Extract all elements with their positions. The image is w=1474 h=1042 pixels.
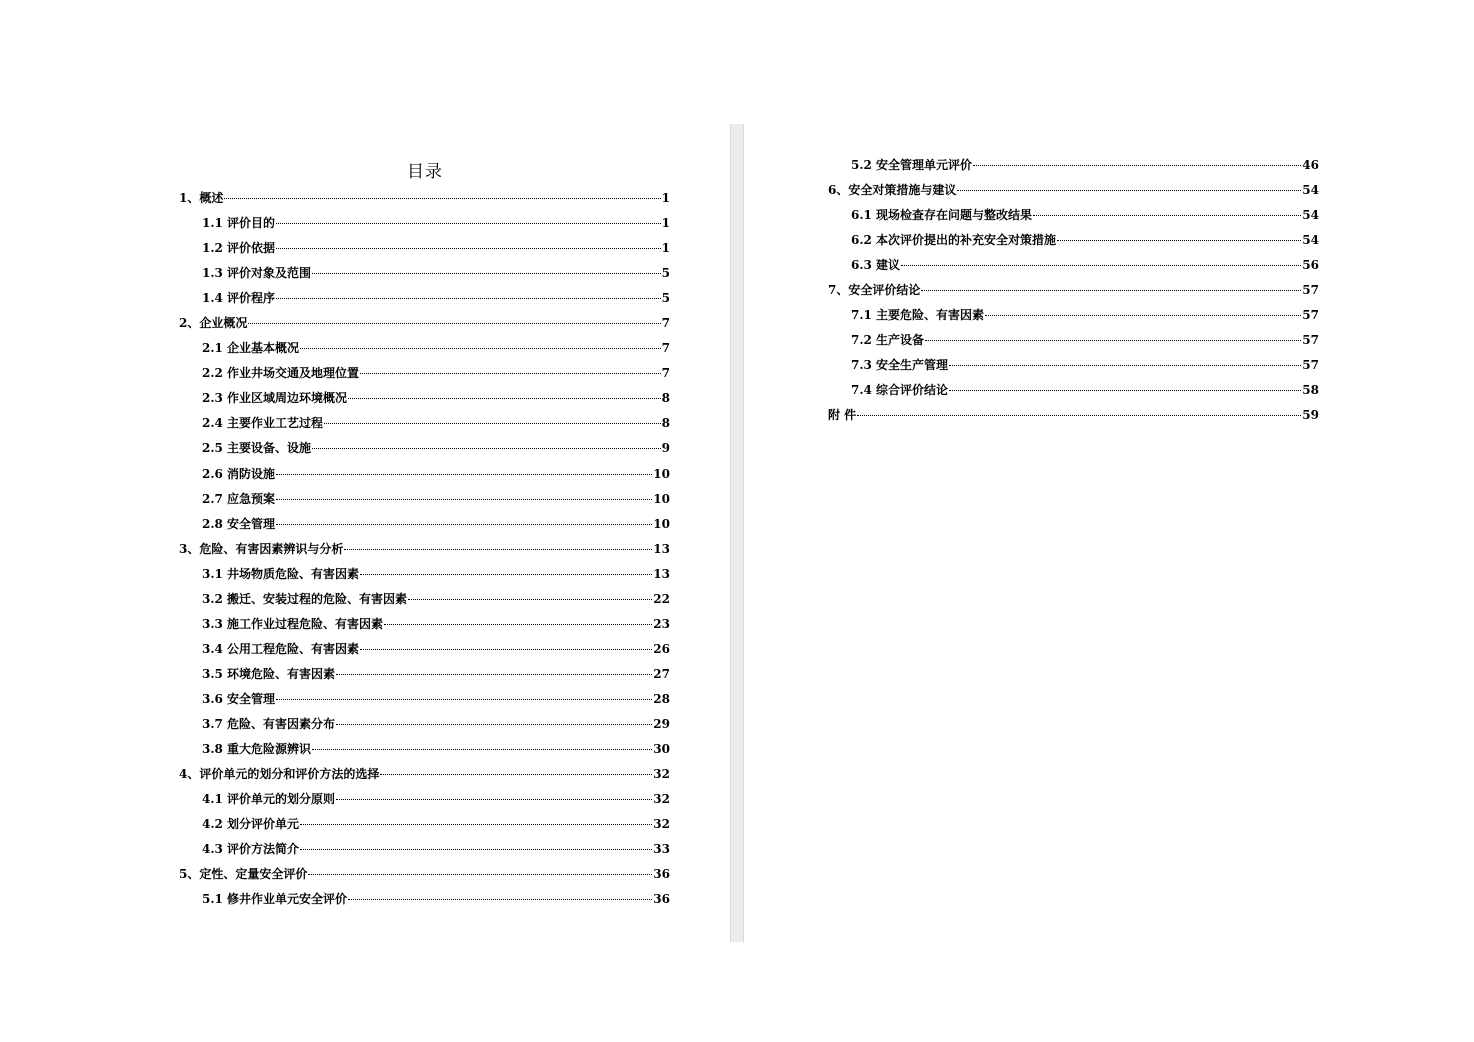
toc-entry-label: 7.2 生产设备	[851, 333, 925, 348]
page-gutter	[730, 124, 744, 942]
toc-entry[interactable]	[828, 278, 1319, 303]
toc-entry[interactable]	[179, 537, 670, 562]
toc-entry-label: 7.4 综合评价结论	[851, 383, 949, 398]
toc-dot-leader	[360, 373, 661, 374]
toc-entry[interactable]	[179, 436, 670, 461]
toc-entry-label: 2.7 应急预案	[202, 491, 276, 506]
toc-entry[interactable]	[179, 687, 670, 712]
toc-entry[interactable]	[828, 303, 1319, 328]
toc-dot-leader	[276, 499, 652, 500]
toc-entry-label: 2、企业概况	[179, 316, 248, 331]
toc-entry[interactable]	[179, 637, 670, 662]
toc-entry[interactable]	[828, 178, 1319, 203]
toc-entry[interactable]	[179, 587, 670, 612]
toc-entry[interactable]	[179, 887, 670, 912]
toc-entry[interactable]	[179, 336, 670, 361]
toc-entry-label: 1.4 评价程序	[202, 291, 276, 306]
toc-dot-leader	[224, 198, 660, 199]
toc-page-number: 23	[653, 616, 670, 631]
toc-dot-leader	[276, 223, 661, 224]
toc-list-left	[179, 186, 670, 912]
toc-dot-leader	[300, 348, 661, 349]
toc-dot-leader	[336, 724, 652, 725]
toc-list-right	[828, 153, 1319, 429]
toc-dot-leader	[949, 365, 1301, 366]
toc-page-number: 54	[1302, 233, 1319, 248]
toc-dot-leader	[248, 323, 660, 324]
toc-dot-leader	[344, 549, 652, 550]
toc-page-number: 36	[653, 867, 670, 882]
toc-entry[interactable]	[179, 812, 670, 837]
toc-entry[interactable]	[179, 462, 670, 487]
toc-entry[interactable]	[179, 787, 670, 812]
toc-page-number: 33	[653, 842, 670, 857]
toc-entry-label: 1.2 评价依据	[202, 241, 276, 256]
toc-page-number: 7	[661, 341, 670, 356]
toc-page-number: 57	[1302, 308, 1319, 323]
toc-page-number: 30	[653, 742, 670, 757]
toc-dot-leader	[276, 699, 652, 700]
toc-entry[interactable]	[828, 403, 1319, 428]
toc-entry[interactable]	[179, 261, 670, 286]
toc-dot-leader	[384, 624, 652, 625]
toc-entry[interactable]	[828, 378, 1319, 403]
toc-dot-leader	[312, 448, 661, 449]
toc-entry-label: 1.1 评价目的	[202, 216, 276, 231]
toc-page-number: 22	[653, 591, 670, 606]
toc-page-number: 13	[653, 566, 670, 581]
toc-dot-leader	[901, 265, 1301, 266]
toc-entry[interactable]	[828, 153, 1319, 178]
toc-dot-leader	[921, 290, 1301, 291]
toc-entry[interactable]	[828, 203, 1319, 228]
toc-page-number: 5	[661, 266, 670, 281]
toc-entry[interactable]	[179, 286, 670, 311]
toc-page-number: 10	[653, 516, 670, 531]
toc-entry[interactable]	[179, 211, 670, 236]
toc-page-number: 1	[661, 241, 670, 256]
toc-dot-leader	[925, 340, 1301, 341]
toc-entry-label: 7、安全评价结论	[828, 283, 921, 298]
toc-entry-label: 6.2 本次评价提出的补充安全对策措施	[851, 233, 1057, 248]
toc-entry-label: 3.7 危险、有害因素分布	[202, 716, 336, 731]
toc-dot-leader	[949, 390, 1301, 391]
toc-page-number: 10	[653, 491, 670, 506]
toc-dot-leader	[973, 165, 1301, 166]
toc-page-number: 57	[1302, 333, 1319, 348]
toc-dot-leader	[857, 415, 1301, 416]
toc-entry-label: 6、安全对策措施与建议	[828, 183, 957, 198]
toc-dot-leader	[985, 315, 1301, 316]
toc-dot-leader	[300, 849, 652, 850]
toc-entry[interactable]	[179, 311, 670, 336]
toc-page-number: 58	[1302, 383, 1319, 398]
toc-entry[interactable]	[179, 762, 670, 787]
toc-dot-leader	[312, 273, 661, 274]
toc-entry-label: 4.3 评价方法简介	[202, 842, 300, 857]
toc-dot-leader	[348, 899, 652, 900]
toc-entry[interactable]	[179, 662, 670, 687]
toc-entry[interactable]	[179, 612, 670, 637]
toc-page-number: 26	[653, 641, 670, 656]
toc-dot-leader	[408, 599, 652, 600]
toc-dot-leader	[312, 749, 652, 750]
toc-entry[interactable]	[828, 253, 1319, 278]
document-page-right	[744, 0, 1474, 1042]
toc-title: 目录	[407, 162, 443, 182]
toc-page-number: 7	[661, 316, 670, 331]
toc-entry-label: 4、评价单元的划分和评价方法的选择	[179, 767, 380, 782]
toc-page-number: 56	[1302, 258, 1319, 273]
toc-entry-label: 2.3 作业区域周边环境概况	[202, 391, 348, 406]
toc-page-number: 8	[661, 391, 670, 406]
toc-page-number: 54	[1302, 183, 1319, 198]
toc-entry-label: 5、定性、定量安全评价	[179, 867, 308, 882]
toc-page-number: 1	[661, 216, 670, 231]
toc-entry-label: 1、概述	[179, 191, 224, 205]
toc-page-number: 36	[653, 892, 670, 907]
toc-page-number: 8	[661, 416, 670, 431]
toc-dot-leader	[957, 190, 1301, 191]
toc-entry[interactable]	[828, 228, 1319, 253]
toc-dot-leader	[1057, 240, 1301, 241]
toc-dot-leader	[1033, 215, 1301, 216]
toc-entry[interactable]	[179, 236, 670, 261]
toc-page-number: 27	[653, 666, 670, 681]
toc-entry-label: 3、危险、有害因素辨识与分析	[179, 541, 344, 556]
toc-page-number: 28	[653, 691, 670, 706]
toc-entry-label: 3.8 重大危险源辨识	[202, 742, 312, 757]
toc-entry[interactable]	[179, 562, 670, 587]
toc-page-number: 57	[1302, 283, 1319, 298]
toc-entry[interactable]	[179, 411, 670, 436]
toc-entry[interactable]	[179, 712, 670, 737]
toc-dot-leader	[308, 874, 652, 875]
toc-entry-label: 2.1 企业基本概况	[202, 341, 300, 356]
toc-entry-label: 2.8 安全管理	[202, 516, 276, 531]
toc-entry-label: 6.1 现场检查存在问题与整改结果	[851, 208, 1033, 223]
toc-entry-label: 7.3 安全生产管理	[851, 358, 949, 373]
toc-entry[interactable]	[179, 737, 670, 762]
toc-entry-label: 4.1 评价单元的划分原则	[202, 792, 336, 807]
toc-entry-label: 3.4 公用工程危险、有害因素	[202, 641, 360, 656]
toc-page-number: 32	[653, 767, 670, 782]
toc-page-number: 57	[1302, 358, 1319, 373]
toc-dot-leader	[348, 398, 661, 399]
toc-dot-leader	[324, 423, 661, 424]
toc-entry-label: 5.1 修井作业单元安全评价	[202, 892, 348, 907]
toc-entry-label: 1.3 评价对象及范围	[202, 266, 312, 281]
toc-entry-label: 5.2 安全管理单元评价	[851, 158, 973, 172]
document-page-left	[0, 0, 730, 1042]
toc-page-number: 29	[653, 716, 670, 731]
toc-page-number: 32	[653, 792, 670, 807]
toc-dot-leader	[300, 824, 652, 825]
toc-dot-leader	[380, 774, 652, 775]
toc-dot-leader	[360, 574, 652, 575]
toc-dot-leader	[276, 298, 661, 299]
toc-page-number: 59	[1302, 408, 1319, 423]
toc-page-number: 54	[1302, 208, 1319, 223]
toc-entry-label: 3.3 施工作业过程危险、有害因素	[202, 616, 384, 631]
toc-entry-label: 2.5 主要设备、设施	[202, 441, 312, 456]
toc-entry[interactable]	[179, 386, 670, 411]
toc-entry-label: 4.2 划分评价单元	[202, 817, 300, 832]
toc-entry[interactable]	[179, 361, 670, 386]
toc-entry-label: 3.1 井场物质危险、有害因素	[202, 566, 360, 581]
toc-entry[interactable]	[179, 837, 670, 862]
toc-dot-leader	[276, 524, 652, 525]
toc-entry[interactable]	[828, 328, 1319, 353]
toc-dot-leader	[360, 649, 652, 650]
toc-dot-leader	[276, 474, 652, 475]
toc-entry-label: 7.1 主要危险、有害因素	[851, 308, 985, 323]
toc-page-number: 7	[661, 366, 670, 381]
toc-entry[interactable]	[179, 862, 670, 887]
toc-entry-label: 2.2 作业井场交通及地理位置	[202, 366, 360, 381]
toc-page-number: 46	[1302, 158, 1319, 172]
toc-entry-label: 3.5 环境危险、有害因素	[202, 666, 336, 681]
toc-page-number: 5	[661, 291, 670, 306]
toc-entry[interactable]	[179, 186, 670, 211]
toc-page-number: 9	[661, 441, 670, 456]
toc-dot-leader	[276, 248, 661, 249]
toc-entry-label: 6.3 建议	[851, 258, 901, 273]
toc-entry-label: 2.6 消防设施	[202, 466, 276, 481]
toc-entry[interactable]	[828, 353, 1319, 378]
toc-page-number: 13	[653, 541, 670, 556]
toc-entry[interactable]	[179, 487, 670, 512]
toc-entry[interactable]	[179, 512, 670, 537]
toc-page-number: 1	[661, 191, 670, 205]
toc-entry-label: 3.6 安全管理	[202, 691, 276, 706]
toc-entry-label: 附 件	[828, 408, 857, 423]
toc-page-number: 10	[653, 466, 670, 481]
toc-dot-leader	[336, 799, 652, 800]
toc-page-number: 32	[653, 817, 670, 832]
toc-entry-label: 3.2 搬迁、安装过程的危险、有害因素	[202, 591, 408, 606]
toc-dot-leader	[336, 674, 652, 675]
toc-entry-label: 2.4 主要作业工艺过程	[202, 416, 324, 431]
